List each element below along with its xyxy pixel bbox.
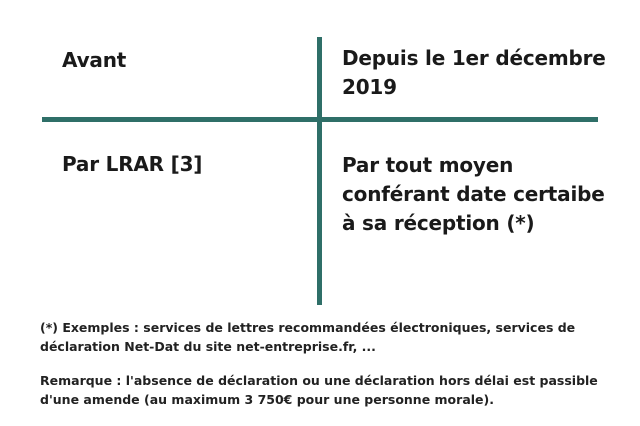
vertical-divider: [317, 37, 322, 305]
header-after: Depuis le 1er décembre 2019: [342, 46, 606, 99]
footnote-examples: (*) Exemples : services de lettres recommandées électroniques, services de déclaration Net-Dat du site net-entreprise.fr, ...: [40, 320, 576, 354]
cell-after-method: Par tout moyen conférant date certaibe à sa réception (*): [342, 153, 605, 235]
footnote-remark: Remarque : l'absence de déclaration ou une déclaration hors délai est passible d'une amende (au maximum 3 750€ pour une personne morale).: [40, 373, 598, 407]
header-before: Avant: [62, 48, 127, 72]
cell-before-method: Par LRAR [3]: [62, 152, 203, 176]
